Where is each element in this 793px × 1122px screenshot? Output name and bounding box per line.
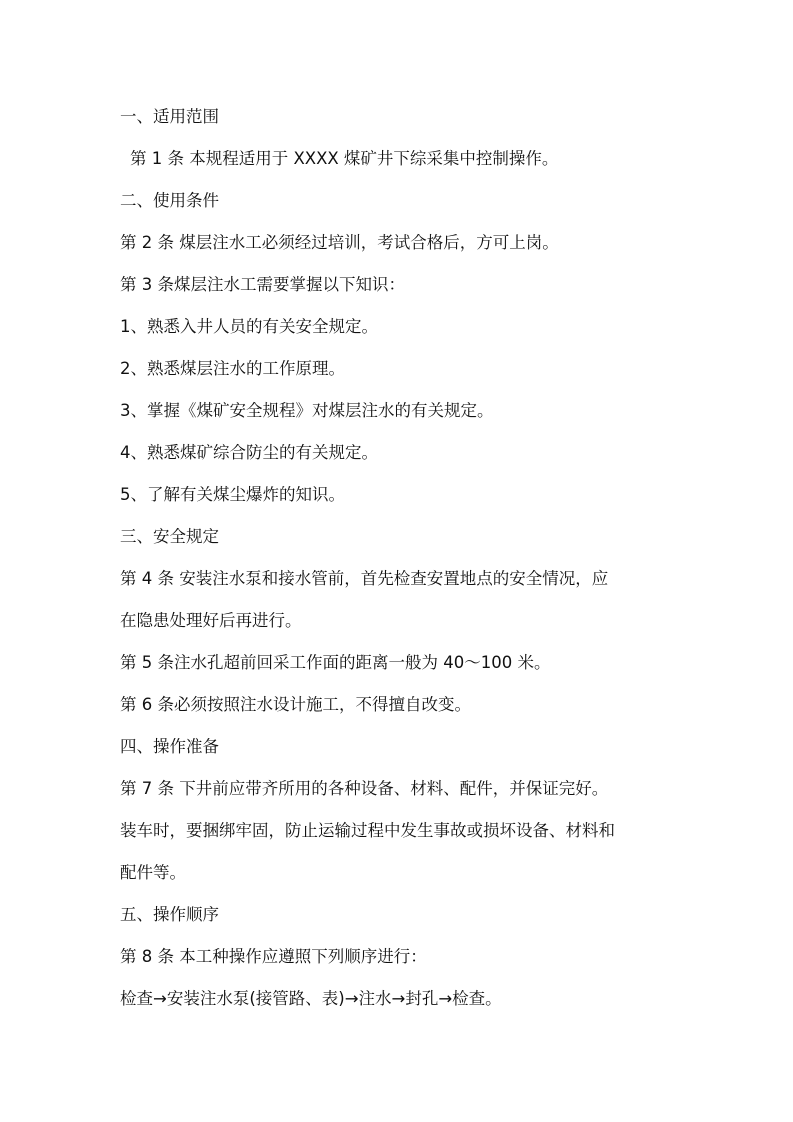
knowledge-item-3: 3、掌握《煤矿安全规程》对煤层注水的有关规定。 xyxy=(120,401,494,420)
article-4: 第 4 条 安装注水泵和接水管前，首先检查安置地点的安全情况，应 xyxy=(120,569,609,588)
sequence-flow: 检查→安装注水泵(接管路、表)→注水→封孔→检查。 xyxy=(120,989,502,1008)
section-heading-preparation: 四、操作准备 xyxy=(120,737,219,756)
knowledge-item-4: 4、熟悉煤矿综合防尘的有关规定。 xyxy=(120,443,378,462)
article-1: 第 1 条 本规程适用于 XXXX 煤矿井下综采集中控制操作。 xyxy=(130,149,559,168)
section-heading-safety: 三、安全规定 xyxy=(120,527,219,546)
article-7-continued-2: 配件等。 xyxy=(120,863,186,882)
article-6: 第 6 条必须按照注水设计施工，不得擅自改变。 xyxy=(120,695,471,714)
article-4-continued: 在隐患处理好后再进行。 xyxy=(120,611,302,630)
article-3: 第 3 条煤层注水工需要掌握以下知识： xyxy=(120,275,405,294)
article-7: 第 7 条 下井前应带齐所用的各种设备、材料、配件，并保证完好。 xyxy=(120,779,609,798)
article-2: 第 2 条 煤层注水工必须经过培训，考试合格后，方可上岗。 xyxy=(120,233,559,252)
section-heading-sequence: 五、操作顺序 xyxy=(120,905,219,924)
section-heading-conditions: 二、使用条件 xyxy=(120,191,219,210)
section-heading-scope: 一、适用范围 xyxy=(120,107,219,126)
article-8: 第 8 条 本工种操作应遵照下列顺序进行： xyxy=(120,947,427,966)
article-5: 第 5 条注水孔超前回采工作面的距离一般为 40～100 米。 xyxy=(120,653,551,672)
knowledge-item-2: 2、熟悉煤层注水的工作原理。 xyxy=(120,359,345,378)
knowledge-item-5: 5、了解有关煤尘爆炸的知识。 xyxy=(120,485,345,504)
knowledge-item-1: 1、熟悉入井人员的有关安全规定。 xyxy=(120,317,378,336)
article-7-continued: 装车时，要捆绑牢固，防止运输过程中发生事故或损坏设备、材料和 xyxy=(120,821,615,840)
